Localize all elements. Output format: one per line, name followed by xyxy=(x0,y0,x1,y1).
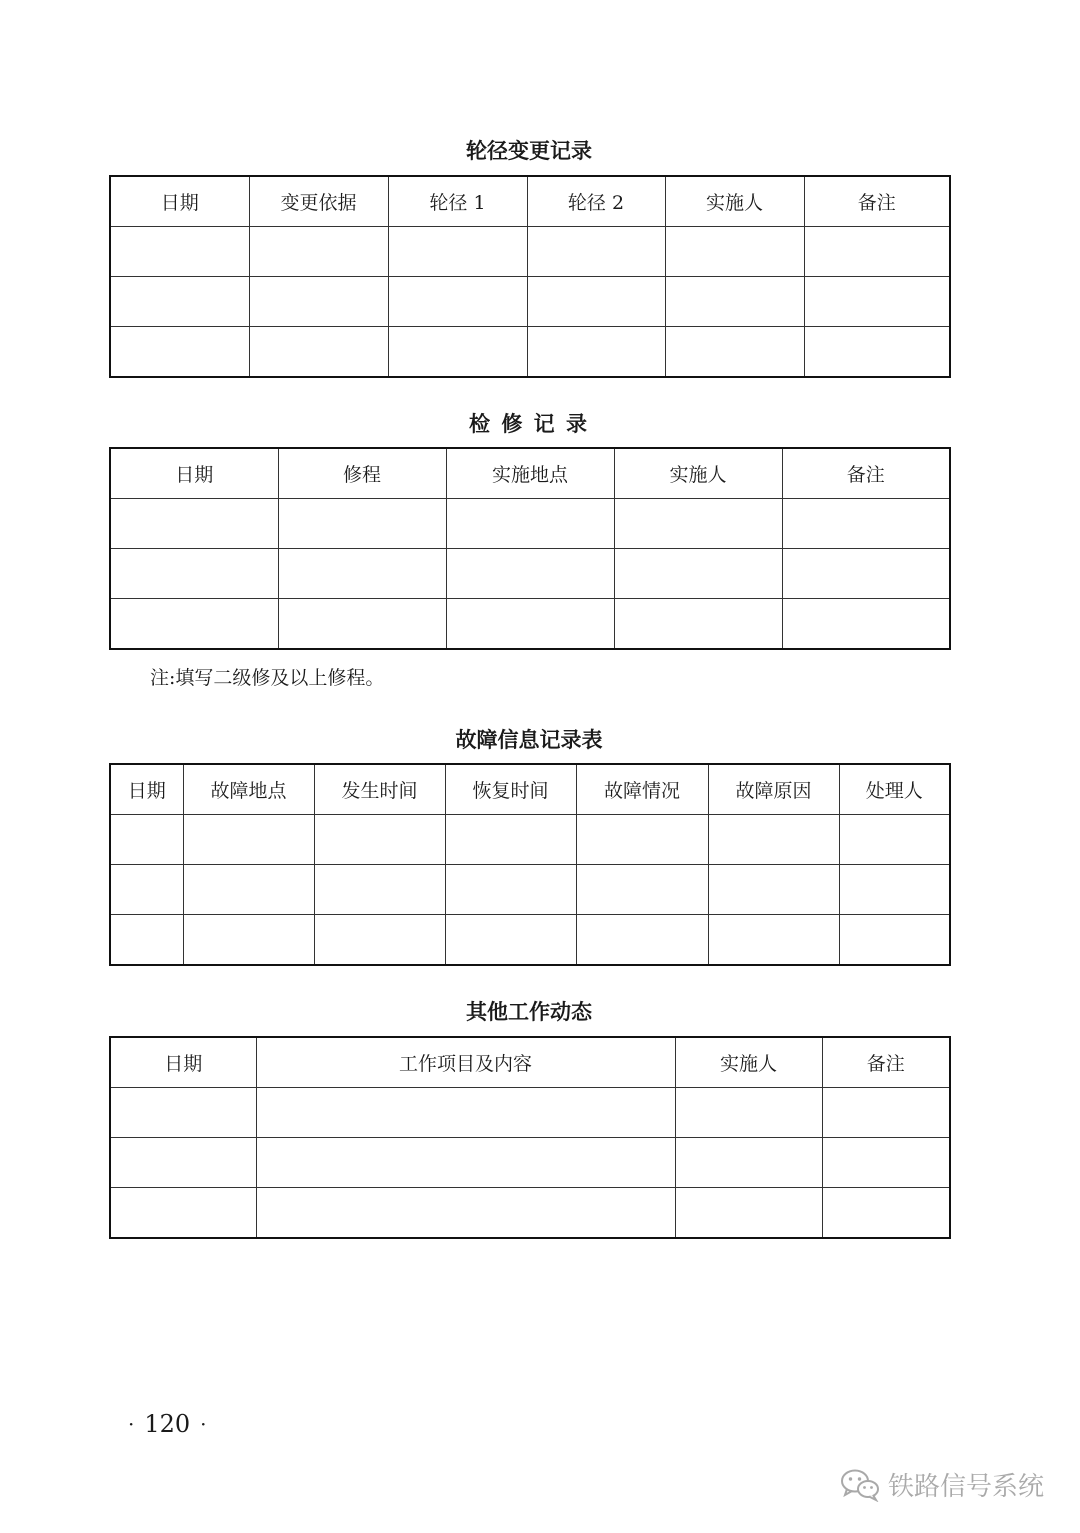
table-cell xyxy=(445,865,576,915)
table-row xyxy=(110,815,950,865)
table-header-row xyxy=(110,764,950,815)
page-number-dot-right: · xyxy=(200,1412,207,1436)
table-row xyxy=(110,1188,950,1239)
table-cell xyxy=(675,1138,822,1188)
table-cell xyxy=(388,327,527,378)
table-cell xyxy=(675,1188,822,1239)
table-cell xyxy=(110,499,278,549)
table-cell xyxy=(314,865,445,915)
table-cell xyxy=(110,915,183,966)
table-cell xyxy=(782,499,950,549)
table-cell xyxy=(110,227,249,277)
table-cell xyxy=(839,865,950,915)
table-row xyxy=(110,1138,950,1188)
header-fault-location: 故障地点 xyxy=(183,764,314,815)
table-cell xyxy=(804,327,950,378)
fault-title: 故障信息记录表 xyxy=(455,728,603,752)
table-cell xyxy=(614,599,782,650)
maintenance-table xyxy=(109,447,951,650)
header-recovery-time: 恢复时间 xyxy=(445,764,576,815)
table-row xyxy=(110,499,950,549)
header-implementer: 实施人 xyxy=(675,1037,822,1088)
page-number xyxy=(128,1408,207,1440)
table-cell xyxy=(249,277,388,327)
table-cell xyxy=(278,599,446,650)
table-cell xyxy=(665,277,804,327)
table-cell xyxy=(804,227,950,277)
table-cell xyxy=(576,815,708,865)
header-repair-level: 修程 xyxy=(278,448,446,499)
table-cell xyxy=(110,1138,256,1188)
header-remarks: 备注 xyxy=(822,1037,950,1088)
table-header-row xyxy=(110,448,950,499)
table-cell xyxy=(110,327,249,378)
table-cell xyxy=(675,1088,822,1138)
other-work-table xyxy=(109,1036,951,1239)
header-change-basis: 变更依据 xyxy=(249,176,388,227)
header-date: 日期 xyxy=(110,176,249,227)
watermark xyxy=(840,1466,1044,1503)
header-implementer: 实施人 xyxy=(614,448,782,499)
table-cell xyxy=(110,1088,256,1138)
table-cell xyxy=(183,915,314,966)
table-cell xyxy=(278,499,446,549)
header-remarks: 备注 xyxy=(782,448,950,499)
header-fault-situation: 故障情况 xyxy=(576,764,708,815)
page-number-dot-left: · xyxy=(128,1412,135,1436)
table-cell xyxy=(614,499,782,549)
header-implementer: 实施人 xyxy=(665,176,804,227)
table-cell xyxy=(708,815,839,865)
wheel-diameter-title: 轮径变更记录 xyxy=(466,139,592,163)
page-number-value: 120 xyxy=(144,1410,191,1438)
other-work-title: 其他工作动态 xyxy=(466,1000,592,1024)
header-date: 日期 xyxy=(110,764,183,815)
table-cell xyxy=(256,1088,675,1138)
table-cell xyxy=(278,549,446,599)
table-row xyxy=(110,599,950,650)
table-cell xyxy=(110,549,278,599)
table-header-row xyxy=(110,176,950,227)
table-cell xyxy=(446,599,614,650)
wheel-diameter-table xyxy=(109,175,951,378)
table-cell xyxy=(110,1188,256,1239)
table-row xyxy=(110,865,950,915)
wechat-icon xyxy=(840,1468,880,1502)
table-cell xyxy=(527,277,665,327)
table-cell xyxy=(822,1188,950,1239)
table-cell xyxy=(446,549,614,599)
header-date: 日期 xyxy=(110,448,278,499)
table-row xyxy=(110,327,950,378)
table-cell xyxy=(576,915,708,966)
table-header-row xyxy=(110,1037,950,1088)
table-cell xyxy=(110,815,183,865)
table-cell xyxy=(183,815,314,865)
table-cell xyxy=(614,549,782,599)
maintenance-title: 检 修 记 录 xyxy=(469,412,589,436)
table-cell xyxy=(249,227,388,277)
table-row xyxy=(110,1088,950,1138)
table-cell xyxy=(256,1188,675,1239)
header-handler: 处理人 xyxy=(839,764,950,815)
table-cell xyxy=(822,1088,950,1138)
header-fault-cause: 故障原因 xyxy=(708,764,839,815)
table-cell xyxy=(822,1138,950,1188)
table-cell xyxy=(445,815,576,865)
table-row xyxy=(110,277,950,327)
table-cell xyxy=(576,865,708,915)
table-cell xyxy=(110,599,278,650)
table-cell xyxy=(314,915,445,966)
table-cell xyxy=(527,327,665,378)
table-cell xyxy=(256,1138,675,1188)
header-work-content: 工作项目及内容 xyxy=(256,1037,675,1088)
table-cell xyxy=(110,277,249,327)
table-cell xyxy=(708,915,839,966)
table-cell xyxy=(314,815,445,865)
table-cell xyxy=(839,815,950,865)
header-remarks: 备注 xyxy=(804,176,950,227)
table-cell xyxy=(110,865,183,915)
table-cell xyxy=(804,277,950,327)
table-cell xyxy=(445,915,576,966)
table-row xyxy=(110,227,950,277)
header-wheel-diameter-2: 轮径 2 xyxy=(527,176,665,227)
table-cell xyxy=(388,227,527,277)
table-cell xyxy=(839,915,950,966)
header-occurrence-time: 发生时间 xyxy=(314,764,445,815)
table-cell xyxy=(708,865,839,915)
header-location: 实施地点 xyxy=(446,448,614,499)
table-row xyxy=(110,549,950,599)
table-cell xyxy=(388,277,527,327)
header-wheel-diameter-1: 轮径 1 xyxy=(388,176,527,227)
table-cell xyxy=(446,499,614,549)
table-row xyxy=(110,915,950,966)
table-cell xyxy=(665,327,804,378)
watermark-text: 铁路信号系统 xyxy=(888,1472,1045,1502)
header-date: 日期 xyxy=(110,1037,256,1088)
table-cell xyxy=(782,599,950,650)
maintenance-note: 注:填写二级修及以上修程。 xyxy=(150,667,385,689)
fault-table xyxy=(109,763,951,966)
table-cell xyxy=(183,865,314,915)
table-cell xyxy=(782,549,950,599)
table-cell xyxy=(249,327,388,378)
table-cell xyxy=(527,227,665,277)
table-cell xyxy=(665,227,804,277)
